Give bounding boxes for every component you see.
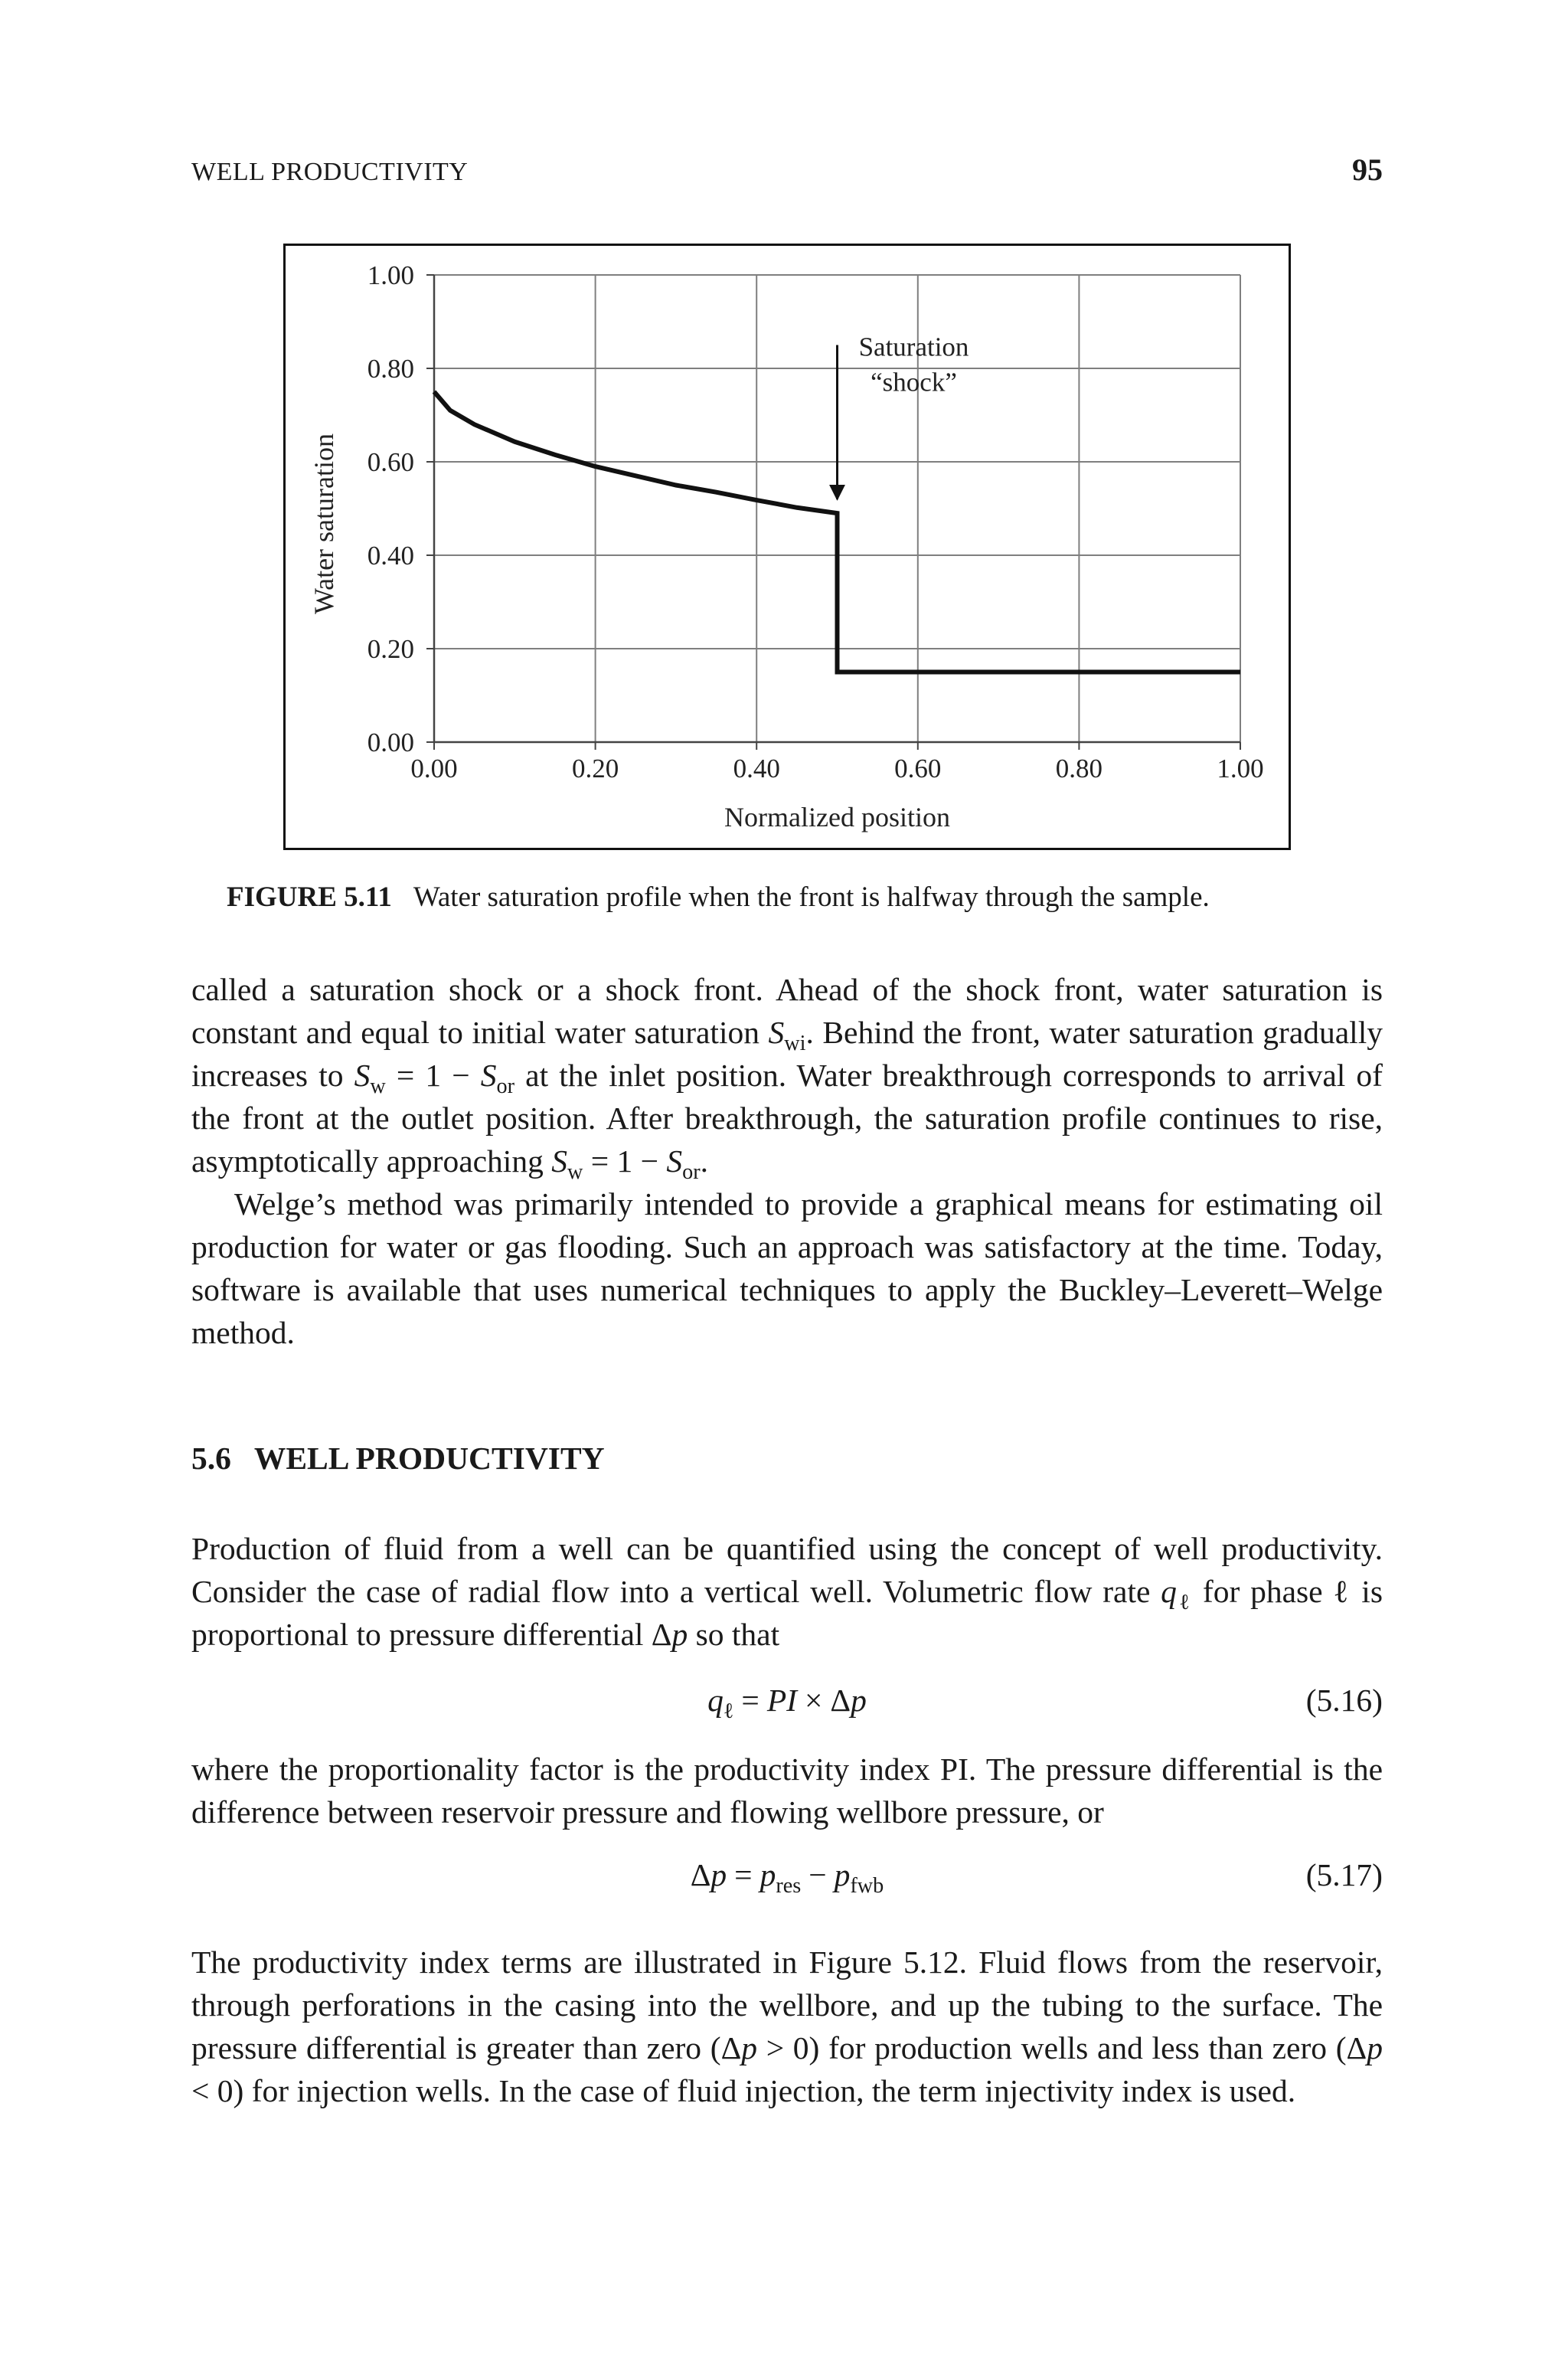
- running-title: WELL PRODUCTIVITY: [191, 158, 469, 186]
- shock-annotation-text: Saturation: [858, 332, 969, 362]
- y-tick-label: 0.40: [367, 541, 414, 571]
- x-axis-label: Normalized position: [724, 802, 950, 832]
- x-tick-label: 0.40: [733, 754, 780, 783]
- figure-caption: [227, 881, 1375, 914]
- running-head: [191, 152, 1383, 190]
- y-tick-label: 1.00: [367, 260, 414, 290]
- saturation-chart: [286, 246, 1289, 848]
- y-axis-label: Water saturation: [309, 433, 339, 615]
- x-tick-label: 0.80: [1055, 754, 1103, 783]
- shock-annotation-text: “shock”: [871, 367, 957, 397]
- paragraph-pi-terms: The productivity index terms are illustrated in Figure 5.12. Fluid flows from the reservoir, through perforations in the casing into the wellbore, and up the tubing to the surface. The pressure differential is greater than zero (Δp > 0) for production wells and less than zero (Δp < 0) for injection wells. In the case of fluid injection, the term injectivity index is used.: [191, 1944, 1383, 2108]
- y-tick-label: 0.00: [367, 728, 414, 757]
- equation-number-5-16: (5.16): [1305, 1683, 1383, 1718]
- x-tick-label: 0.60: [894, 754, 942, 783]
- figure-caption-text: Water saturation profile when the front is halfway through the sample.: [413, 881, 1210, 913]
- figure-5-11: [283, 244, 1291, 850]
- y-tick-label: 0.80: [367, 354, 414, 384]
- section-title: WELL PRODUCTIVITY: [253, 1441, 605, 1476]
- equation-5-16: $q_\ell$ = PI × Δp (5.16): [707, 1683, 1383, 1724]
- equation-number-5-17: (5.17): [1305, 1857, 1383, 1892]
- equation-5-17: $\Delta p = p_{res} - p_{fwb}$ (5.17): [690, 1857, 1383, 1899]
- y-tick-label: 0.60: [367, 447, 414, 477]
- paragraph-welge-method: Welge’s method was primarily intended to provide a graphical means for estimating oil production for water or gas flooding. Such an approach was satisfactory at the time. Today, software is available that uses numerical techniques to apply the Buckley–Leverett–Welge method.: [191, 1186, 1383, 1350]
- x-tick-label: 0.20: [571, 754, 619, 783]
- y-tick-label: 0.20: [367, 634, 414, 664]
- figure-caption-label: FIGURE 5.11: [227, 881, 392, 913]
- section-number: 5.6: [191, 1441, 231, 1476]
- x-tick-label: 1.00: [1217, 754, 1264, 783]
- chart-annotations: [838, 332, 969, 499]
- x-tick-label: 0.00: [410, 754, 458, 783]
- page-number: 95: [1352, 152, 1383, 187]
- chart-labels: [309, 260, 1264, 832]
- section-heading: [191, 1440, 605, 1477]
- paragraph-shock-front: called a saturation shock or a shock front. Ahead of the shock front, water saturation is constant and equal to initial water saturation $S_{wi}$. Behind the front, water saturation gradually increases to $S_w = 1 - S_{or}$ at the inlet position. Water breakthrough corresponds to arrival of the front at the outlet position. After breakthrough, the saturation profile continues to rise, asymptotically approaching $S_w = 1 - S_{or}$.: [191, 972, 1383, 1185]
- paragraph-productivity-index: where the proportionality factor is the productivity index PI. The pressure differential is the difference between reservoir pressure and flowing wellbore pressure, or: [191, 1751, 1383, 1830]
- paragraph-well-productivity: Production of fluid from a well can be quantified using the concept of well productivity. Consider the case of radial flow into a vertical well. Volumetric flow rate $q_\ell$ for phase ℓ is proportional to pressure differential Δp so that: [191, 1531, 1383, 1652]
